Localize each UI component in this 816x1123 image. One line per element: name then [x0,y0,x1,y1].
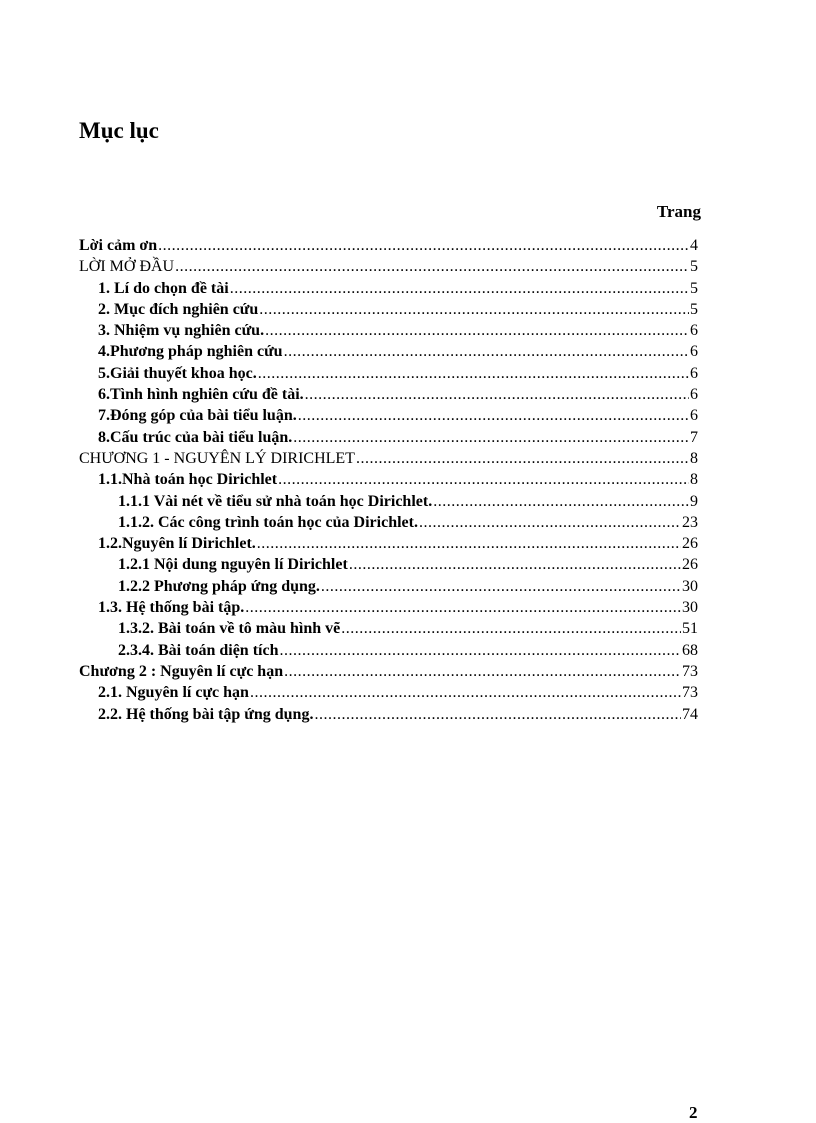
toc-leader-dots [245,597,681,618]
toc-leader-dots [314,704,681,725]
toc-entry-label: CHƯƠNG 1 - NGUYÊN LÝ DIRICHLET [79,449,355,467]
toc-entry[interactable] [79,554,698,575]
toc-leader-dots [259,299,689,320]
toc-entry[interactable] [79,278,698,299]
toc-leader-dots [321,576,681,597]
toc-entry-label: 1.3.2. Bài toán về tô màu hình vẽ [118,620,341,638]
toc-entry-page: 5 [690,300,698,318]
toc-leader-dots [305,384,689,405]
toc-entry-page: 68 [682,641,698,659]
toc-entry-label: 1. Lí do chọn đề tài [98,279,229,297]
toc-entry-page: 6 [690,343,698,361]
toc-entry-page: 4 [690,237,698,254]
toc-entry[interactable] [79,363,698,384]
toc-entry-label: 1.2.2 Phương pháp ứng dụng. [118,577,320,595]
toc-leader-dots [433,491,689,512]
toc-entry-page: 5 [690,258,698,276]
toc-entry[interactable] [79,469,698,490]
toc-entry[interactable] [79,235,698,256]
toc-entry-page: 73 [682,684,698,702]
toc-entry[interactable] [79,618,698,639]
toc-entry[interactable] [79,661,698,682]
toc-entry-label: 7.Đóng góp của bài tiểu luận. [98,407,297,425]
page-number: 2 [689,1103,698,1122]
toc-entry[interactable] [79,576,698,597]
toc-leader-dots [341,618,681,639]
toc-entry-label: 8.Cấu trúc của bài tiểu luận. [98,428,293,446]
toc-entry-label: LỜI MỞ ĐẦU [79,258,175,276]
toc-entry[interactable] [79,597,698,618]
toc-entry[interactable] [79,512,698,533]
toc-entry-page: 30 [682,599,698,617]
toc-entry-page: 8 [690,449,698,467]
toc-leader-dots [250,682,681,703]
toc-leader-dots [293,427,689,448]
toc-entry[interactable] [79,341,698,362]
toc-entry-label: 2.1. Nguyên lí cực hạn [98,684,249,702]
toc-leader-dots [298,405,689,426]
toc-leader-dots [356,448,689,469]
toc-entry[interactable] [79,320,698,341]
toc-entry[interactable] [79,704,698,725]
toc-leader-dots [279,640,681,661]
toc-entry-page: 6 [690,407,698,425]
toc-entry-page: 9 [690,492,698,510]
toc-entry[interactable] [79,405,698,426]
toc-entry-page: 51 [682,620,698,638]
toc-entry-label: 1.1.1 Vài nét về tiểu sử nhà toán học Dirichlet. [118,492,433,510]
toc-entry-page: 6 [690,386,698,404]
toc-entry-label: 2.2. Hệ thống bài tập ứng dụng. [98,705,314,723]
toc-leader-dots [284,661,681,682]
toc-entry-page: 23 [682,513,698,531]
page-column-header: Trang [656,202,701,221]
toc-leader-dots [284,341,689,362]
toc-entry-label: 1.1.Nhà toán học Dirichlet [98,471,278,489]
toc-leader-dots [258,363,689,384]
toc-entry-page: 7 [690,428,698,446]
toc-entry-page: 26 [682,556,698,574]
toc-entry[interactable] [79,533,698,554]
toc-entry[interactable] [79,427,698,448]
toc-entry-label: 5.Giải thuyết khoa học. [98,364,257,382]
toc-entry-page: 5 [690,279,698,297]
page-title: Mục lục [79,118,159,143]
toc-entry-label: 6.Tình hình nghiên cứu đề tài. [98,386,304,404]
toc-entry-page: 6 [690,364,698,382]
toc-leader-dots [419,512,681,533]
toc-leader-dots [349,554,681,575]
toc-entry[interactable] [79,299,698,320]
toc-entry-page: 6 [690,322,698,340]
toc-entry[interactable] [79,384,698,405]
toc-entry-page: 8 [690,471,698,489]
toc-entry-label: 1.1.2. Các công trình toán học của Dirichlet. [118,513,418,531]
toc-entry-label: 1.2.1 Nội dung nguyên lí Dirichlet [118,556,348,574]
toc-entry-label: Chương 2 : Nguyên lí cực hạn [79,662,284,680]
toc-entry-label: 4.Phương pháp nghiên cứu [98,343,283,361]
toc-entry[interactable] [79,256,698,277]
toc-entry-page: 73 [682,662,698,680]
toc-entry-label: 2. Mục đích nghiên cứu [98,300,259,318]
toc-leader-dots [257,533,681,554]
toc-entry-label: 3. Nhiệm vụ nghiên cứu. [98,322,265,340]
toc-entry-label: 2.3.4. Bài toán diện tích [118,641,279,659]
toc-entry-page: 26 [682,535,698,553]
toc-entry[interactable] [79,640,698,661]
toc-entry[interactable] [79,491,698,512]
toc-entry-label: 1.3. Hệ thống bài tập. [98,599,245,617]
table-of-contents [79,235,698,725]
toc-leader-dots [230,278,689,299]
toc-leader-dots [278,469,689,490]
toc-leader-dots [175,256,689,277]
toc-entry-label: Lời cảm ơn [79,237,158,254]
toc-entry-page: 30 [682,577,698,595]
toc-entry-label: 1.2.Nguyên lí Dirichlet. [98,535,256,553]
toc-entry[interactable] [79,448,698,469]
toc-entry[interactable] [79,682,698,703]
toc-leader-dots [158,235,689,256]
toc-entry-page: 74 [682,705,698,723]
toc-leader-dots [265,320,689,341]
